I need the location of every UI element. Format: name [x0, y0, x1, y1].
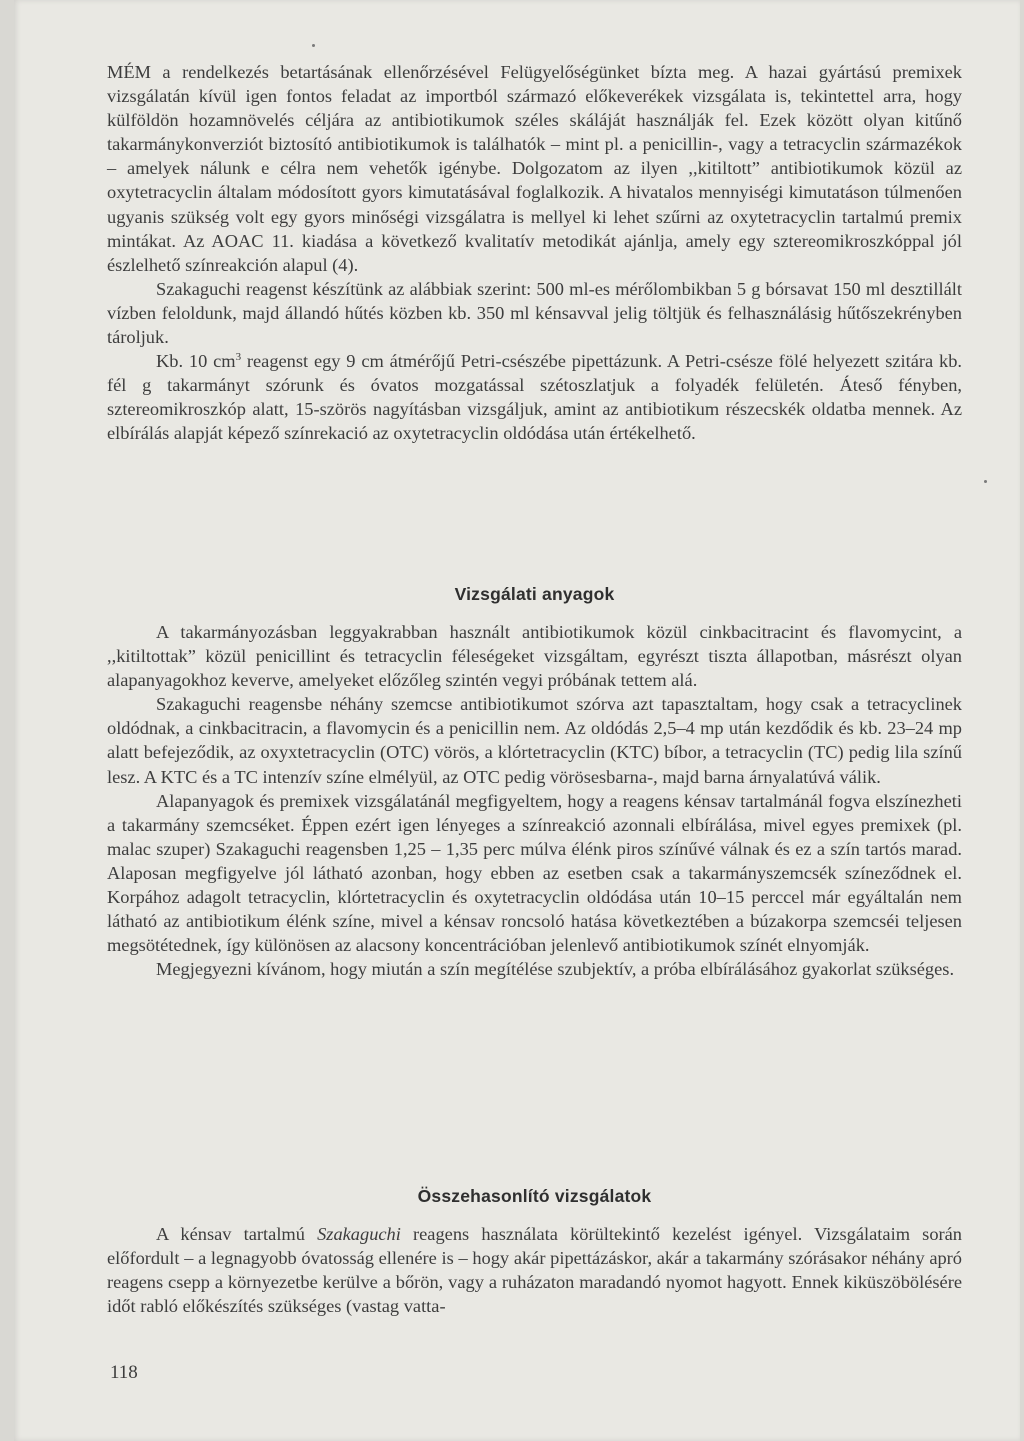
- section-heading: Vizsgálati anyagok: [454, 584, 615, 604]
- section-text: [107, 1222, 962, 1318]
- page-number: 118: [110, 1362, 138, 1383]
- scan-speck: [312, 44, 315, 47]
- paragraph: MÉM a rendelkezés betartásának ellenőrzésével Felügyelőségünket bízta meg. A hazai gyártású premixek vizsgálatán kívül igen fontos feladat az importból származó előkeverékek vizsgálata is, tekintettel arra, hogy külföldön hozamnövelés céljára az antibiotikumok széles skáláját használják fel. Ezek között olyan kitűnő takarmánykonverziót biztosító antibiotikumok is találhatók – mint pl. a penicillin-, vagy a tetracyclin származékok – amelyek nálunk e célra nem vehetők igénybe. Dolgozatom az ilyen ,,kitiltott” antibiotikumok közül az oxytetracyclin általam módosított gyors kimutatásával foglalkozik. A hivatalos mennyiségi kimutatáson túlmenően ugyanis szükség volt egy gyors minőségi vizsgálatra is mellyel ki lehet szűrni az oxytetracyclin tartalmú premix mintákat. Az AOAC 11. kiadása a következő kvalitatív metodikát ajánlja, amely egy sztereomikroszkóppal jól észlelhető színreakción alapul (4).: [107, 62, 962, 275]
- intro-text: [107, 60, 962, 446]
- paragraph: Alapanyagok és premixek vizsgálatánál megfigyeltem, hogy a reagens kénsav tartalmánál fogva elszínezheti a takarmány szemcséket. Éppen ezért igen lényeges a színreakció azonnali elbírálása, mivel egyes premixek (pl. malac szuper) Szakaguchi reagensben 1,25 – 1,35 perc múlva élénk piros színűvé válnak és ez a szín tartós marad. Alaposan megfigyelve jól látható azonban, hogy ebben az esetben csak a takarmányszemcsék színeződnek el. Korpához adagolt tetracyclin, klórtetracyclin és oxytetracyclin oldódása után 10–15 perccel már egyáltalán nem látható az antibiotikum élénk színe, mivel a kénsav roncsoló hatása következtében a búzakorpa szemcséi teljesen megsötétednek, így különösen az alacsony koncentrációban jelenlevő antibiotikumok színét elnyomják.: [107, 790, 962, 956]
- paragraph: Megjegyezni kívánom, hogy miután a szín megítélése szubjektív, a próba elbírálásához gyakorlat szükséges.: [156, 959, 955, 980]
- section-text: [107, 620, 962, 981]
- paragraph: Kb. 10 $cm^3$ reagenst egy 9 cm átmérőjű Petri-csészébe pipettázunk. A Petri-csésze fölé helyezett szitára kb. fél g takarmányt szórunk és óvatos mozgatással szétoszlatjuk a folyadék felületén. Áteső fényben, sztereomikroszkóp alatt, 15-szörös nagyításban vizsgáljuk, amint az antibiotikum részecskék oldatba mennek. Az elbírálás alapját képező színrekació az oxytetracyclin oldódása után értékelhető.: [107, 351, 962, 444]
- scan-speck: [984, 480, 987, 483]
- paragraph: A takarmányozásban leggyakrabban használt antibiotikumok közül cinkbacitracint és flavomycint, a ,,kitiltottak” közül penicillint és tetracyclin féleségeket vizsgáltam, egyrészt tiszta állapotban, másrészt olyan alapanyagokhoz keverve, amelyeket előzőleg szintén vegyi próbának tettem alá.: [107, 622, 962, 691]
- paragraph: Szakaguchi reagenst készítünk az alábbiak szerint: 500 ml-es mérőlombikban 5 g bórsavat 150 ml desztillált vízben feloldunk, majd állandó hűtés közben kb. 350 ml kénsavval jelig töltjük és felhasználásig hűtőszekrényben tároljuk.: [107, 278, 962, 348]
- section-heading: Összehasonlító vizsgálatok: [417, 1186, 652, 1206]
- paragraph: A kénsav tartalmú Szakaguchi reagens használata körültekintő kezelést igényel. Vizsgálataim során előfordult – a legnagyobb óvatosság ellenére is – hogy akár pipettázáskor, akár a takarmány szórásakor néhány apró reagens csepp a környezetbe kerülve a bőrön, vagy a ruházaton maradandó nyomot hagyott. Ennek kiküszöbölésére időt rabló előkészítés szükséges (vastag vatta-: [107, 1224, 962, 1317]
- paragraph: Szakaguchi reagensbe néhány szemcse antibiotikumot szórva azt tapasztaltam, hogy csak a tetracyclinek oldódnak, a cinkbacitracin, a flavomycin és a penicillin nem. Az oldódás 2,5–4 mp után kezdődik és kb. 23–24 mp alatt befejeződik, az oxyxtetracyclin (OTC) vörös, a klórtetracyclin (KTC) bíbor, a tetracyclin (TC) pedig lila színű lesz. A KTC és a TC intenzív színe elmélyül, az OTC pedig vörösesbarna-, majd barna árnyalatúvá válik.: [107, 694, 962, 787]
